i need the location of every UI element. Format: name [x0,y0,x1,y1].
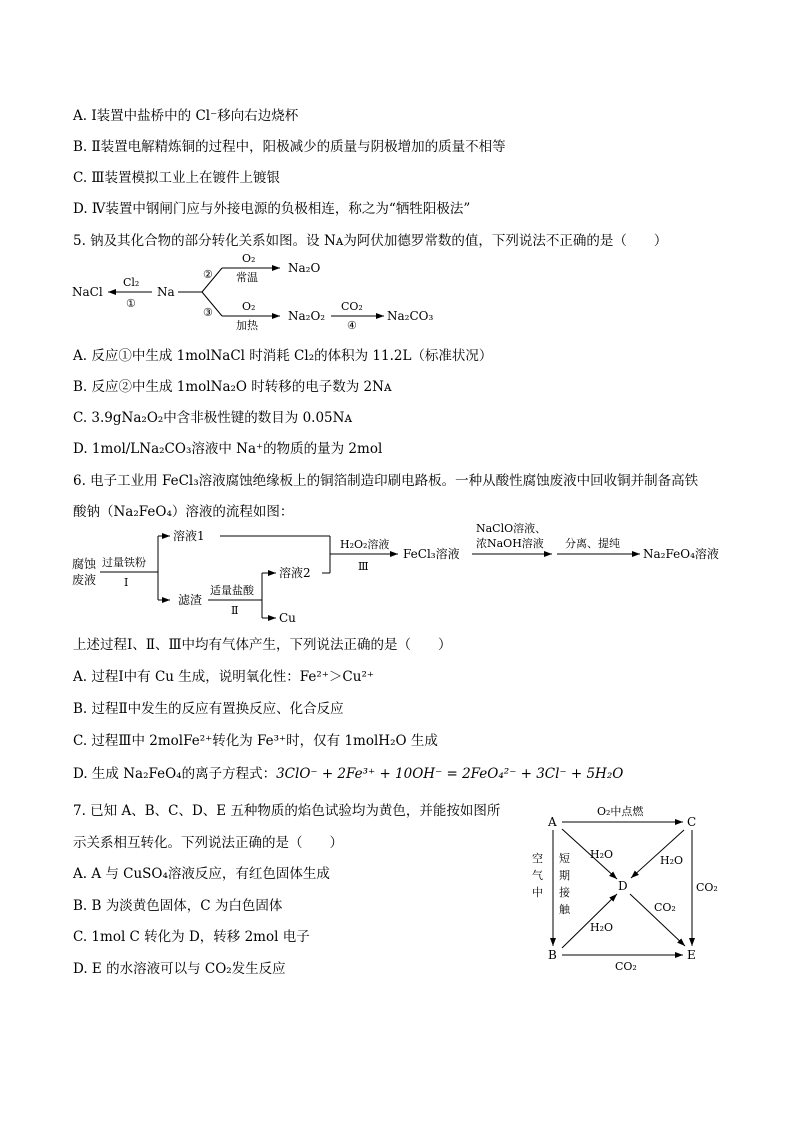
q7-short-1: 短 [559,852,570,865]
q6-option-d [73,762,623,782]
q5-step4: ④ [347,319,357,332]
q5-o2-top: O₂ [242,252,256,265]
q7-short-3: 接 [559,886,570,899]
q5-na2co3: Na₂CO₃ [387,309,434,323]
q4-option-d: D. Ⅳ装置中钢闸门应与外接电源的负极相连，称之为“牺牲阳极法” [73,201,471,217]
q5-na2o: Na₂O [288,261,321,275]
q6-option-b: B. 过程Ⅱ中发生的反应有置换反应、化合反应 [73,701,344,717]
q6-naclo: NaClO溶液、 [476,522,547,535]
q6-fecl3: FeCl₃溶液 [403,547,460,561]
q7-node-b: B [548,948,557,962]
q7-stem-line1: 7. 已知 A、B、C、D、E 五种物质的焰色试验均为黄色，并能按如图所 [73,803,501,819]
q7-node-c: C [687,815,697,829]
q5-option-a: A. 反应①中生成 1molNaCl 时消耗 Cl₂的体积为 11.2L（标准状况） [73,348,493,364]
q7-air-1: 空 [532,852,543,865]
q6-solution-2: 溶液2 [279,566,311,580]
q7-label-be: CO₂ [615,960,637,973]
q5-nacl: NaCl [72,285,103,299]
q5-option-d: D. 1mol/LNa₂CO₃溶液中 Na⁺的物质的量为 2mol [73,441,383,457]
q7-node-a: A [548,815,557,829]
q6-naoh: 浓NaOH溶液 [476,537,544,550]
q7-node-e: E [687,948,696,962]
q6-flowchart [60,518,740,628]
q7-stem-line2: 示关系相互转化。下列说法正确的是（ ） [73,835,343,851]
q5-na: Na [157,285,175,299]
q5-condition-room-temp: 常温 [236,271,258,284]
q6-h2o2: H₂O₂溶液 [340,538,390,551]
q7-label-ce: CO₂ [696,881,718,894]
q5-step3: ③ [203,306,213,319]
q6-stem-line2: 酸钠（Na₂FeO₄）溶液的流程如图： [73,504,294,520]
q5-o2-bottom: O₂ [242,300,256,313]
q4-option-a: A. Ⅰ装置中盐桥中的 Cl⁻移向右边烧杯 [73,108,299,124]
q6-residue: 滤渣 [178,593,203,607]
q7-label-ac: O₂中点燃 [597,805,644,818]
q5-cl2: Cl₂ [123,276,140,289]
q5-co2: CO₂ [341,300,363,313]
q4-option-c: C. Ⅲ装置模拟工业上在镀件上镀银 [73,170,280,186]
q6-stem-line1: 6. 电子工业用 FeCl₃溶液腐蚀绝缘板上的铜箔制造印刷电路板。一种从酸性腐蚀废液中回收铜并制备高铁 [73,473,699,489]
q6-process-1: Ⅰ [124,576,129,589]
q7-option-c: C. 1mol C 转化为 D，转移 2mol 电子 [73,929,310,945]
q6-option-a: A. 过程Ⅰ中有 Cu 生成，说明氧化性：Fe²⁺＞Cu²⁺ [73,669,374,685]
q7-label-cd: H₂O [660,854,684,867]
q5-option-c: C. 3.9gNa₂O₂中含非极性键的数目为 0.05Nᴀ [73,410,353,426]
q7-air-3: 中 [532,886,543,899]
q7-node-d: D [618,879,628,893]
q6-hcl: 适量盐酸 [210,584,254,597]
q6-product: Na₂FeO₄溶液 [643,547,719,561]
q7-conversion-diagram [520,796,740,976]
q6-note: 上述过程Ⅰ、Ⅱ、Ⅲ中均有气体产生，下列说法正确的是（ ） [73,637,452,653]
q5-step2: ② [203,268,213,281]
q5-condition-heat: 加热 [236,319,258,332]
q7-air-2: 气 [532,869,543,882]
q6-separate-purify: 分离、提纯 [565,537,620,550]
q6-option-d-prefix: D. 生成 Na₂FeO₄的离子方程式： [73,766,277,782]
q7-label-ad: H₂O [590,848,614,861]
q5-option-b: B. 反应②中生成 1molNa₂O 时转移的电子数为 2Nᴀ [73,379,392,395]
q7-option-b: B. B 为淡黄色固体，C 为白色固体 [73,898,283,914]
q6-option-c: C. 过程Ⅲ中 2molFe²⁺转化为 Fe³⁺时，仅有 1molH₂O 生成 [73,733,438,749]
q7-label-de: CO₂ [654,901,676,914]
q7-option-a: A. A 与 CuSO₄溶液反应，有红色固体生成 [73,866,330,882]
q6-waste-1: 腐蚀 [72,557,97,571]
q6-solution-1: 溶液1 [173,529,205,543]
q5-step1: ① [126,297,136,310]
q6-process-2: Ⅱ [231,604,239,617]
q6-ionic-equation: 3ClO⁻ + 2Fe³⁺ + 10OH⁻ = 2FeO₄²⁻ + 3Cl⁻ + 5H₂O [276,766,624,782]
q4-option-b: B. Ⅱ装置电解精炼铜的过程中，阳极减少的质量与阴极增加的质量不相等 [73,139,506,155]
q6-waste-2: 废液 [72,573,97,587]
q7-label-bd: H₂O [590,921,614,934]
q7-short-2: 期 [559,869,570,882]
q7-option-d: D. E 的水溶液可以与 CO₂发生反应 [73,961,286,977]
q5-na2o2: Na₂O₂ [288,309,326,323]
q5-sodium-diagram [60,248,460,333]
q5-stem: 5. 钠及其化合物的部分转化关系如图。设 Nᴀ为阿伏加德罗常数的值，下列说法不正确的是（ ） [73,233,668,249]
q6-copper: Cu [279,611,296,625]
q6-excess-iron: 过量铁粉 [102,556,146,569]
q6-process-3: Ⅲ [358,560,369,573]
q7-short-4: 触 [559,903,570,916]
